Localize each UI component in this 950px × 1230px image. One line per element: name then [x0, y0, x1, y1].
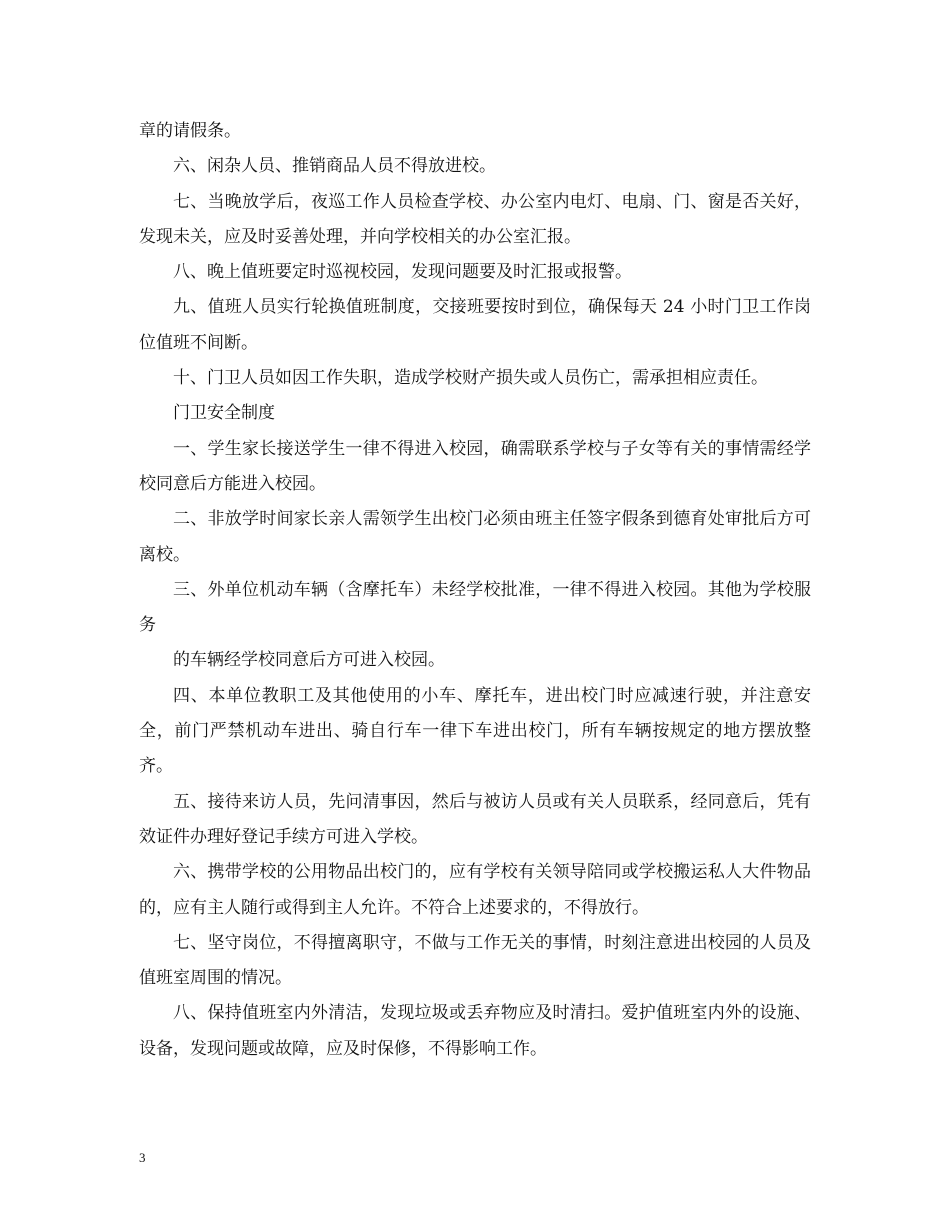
paragraph-rule-6: 六、闲杂人员、推销商品人员不得放进校。: [173, 156, 496, 177]
paragraph-safety-6: 六、携带学校的公用物品出校门的，应有学校有关领导陪同或学校搬运私人大件物品的，应有主人随行或得到主人允许。不符合上述要求的，不得放行。: [139, 862, 811, 918]
paragraph-safety-5: 五、接待来访人员，先问清事因，然后与被访人员或有关人员联系，经同意后，凭有效证件办理好登记手续方可进入学校。: [139, 791, 811, 847]
paragraph-rule-7: 七、当晚放学后，夜巡工作人员检查学校、办公室内电灯、电扇、门、窗是否关好，发现未关，应及时妥善处理，并向学校相关的办公室汇报。: [139, 191, 811, 247]
paragraph-safety-3-cont: 的车辆经学校同意后方可进入校园。: [173, 650, 445, 671]
paragraph-safety-3: 三、外单位机动车辆（含摩托车）未经学校批准，一律不得进入校园。其他为学校服务: [139, 579, 811, 636]
paragraph-safety-2: 二、非放学时间家长亲人需领学生出校门必须由班主任签字假条到德育处审批后方可离校。: [139, 509, 811, 565]
paragraph-safety-8: 八、保持值班室内外清洁，发现垃圾或丢弃物应及时清扫。爱护值班室内外的设施、设备，发现问题或故障，应及时保修，不得影响工作。: [139, 1003, 811, 1059]
paragraph-rule-8: 八、晚上值班要定时巡视校园，发现问题要及时汇报或报警。: [173, 262, 632, 283]
page-number: 3: [139, 1150, 146, 1165]
paragraph-safety-4: 四、本单位教职工及其他使用的小车、摩托车，进出校门时应减速行驶，并注意安全，前门严禁机动车进出、骑自行车一律下车进出校门，所有车辆按规定的地方摆放整齐。: [139, 685, 811, 777]
paragraph-rule-10: 十、门卫人员如因工作失职，造成学校财产损失或人员伤亡，需承担相应责任。: [173, 368, 768, 389]
paragraph-safety-1: 一、学生家长接送学生一律不得进入校园，确需联系学校与子女等有关的事情需经学校同意后方能进入校园。: [139, 438, 811, 494]
paragraph-continuation: 章的请假条。: [139, 121, 241, 141]
paragraph-rule-9: 九、值班人员实行轮换值班制度，交接班要按时到位，确保每天 24 小时门卫工作岗位值班不间断。: [139, 297, 811, 353]
section-heading: 门卫安全制度: [173, 403, 275, 424]
paragraph-safety-7: 七、坚守岗位，不得擅离职守，不做与工作无关的事情，时刻注意进出校园的人员及值班室周围的情况。: [139, 932, 811, 989]
document-body: [139, 114, 811, 1067]
